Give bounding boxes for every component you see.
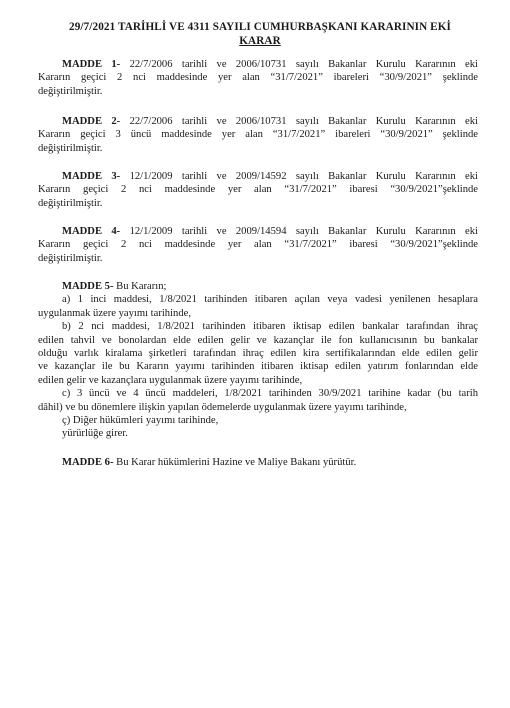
article-5-item-b-line-1: b) 2 nci maddesi, 1/8/2021 tarihinden itibaren iktisap edilen bankalar tarafından ihraç <box>62 321 478 333</box>
article-6-line: MADDE 6- Bu Karar hükümlerini Hazine ve Maliye Bakanı yürütür. <box>62 457 357 468</box>
article-1-line-3: değiştirilmiştir. <box>38 85 103 97</box>
article-2-label: MADDE 2- <box>62 116 121 127</box>
article-5-item-a-line-1: a) 1 inci maddesi, 1/8/2021 tarihinden itibaren açılan veya vadesi yenilenen hesaplara <box>62 294 478 306</box>
article-3 <box>38 170 478 210</box>
article-1-line-1: MADDE 1- 22/7/2006 tarihli ve 2006/10731 sayılı Bakanlar Kurulu Kararının eki <box>62 59 478 70</box>
article-4-line-3: değiştirilmiştir. <box>38 252 103 264</box>
article-6-label: MADDE 6- <box>62 457 114 468</box>
article-1-line-2: Kararın geçici 2 nci maddesinde yer alan “31/7/2021” ibareleri “30/9/2021” şeklinde <box>38 72 478 84</box>
article-5-item-b-line-3: olduğu varlık kiralama şirketleri tarafından ihraç edilen kira sertifikalarından elde edilen gelir <box>38 348 478 360</box>
article-1-label: MADDE 1- <box>62 59 121 70</box>
article-5-item-cc-line-2: yürürlüğe girer. <box>62 428 128 440</box>
article-5-item-cc-line-1: ç) Diğer hükümleri yayımı tarihinde, <box>62 415 219 427</box>
article-5-item-b-line-5: edilen gelir ve kazançlara uygulanmak üzere yayımı tarihinde, <box>38 374 303 386</box>
article-6 <box>38 456 478 469</box>
article-5-intro-line: MADDE 5- Bu Kararın; <box>62 281 167 292</box>
article-2-line-2: Kararın geçici 3 üncü maddesinde yer alan “31/7/2021” ibareleri “30/9/2021” şeklinde <box>38 129 478 141</box>
article-5-item-b-line-4: ve kazançlar ile bu Kararın yayımı tarihinden itibaren iktisap edilen yatırım fonlarından elde <box>38 361 478 373</box>
article-5-item-a-line-2: uygulanmak üzere yayımı tarihinde, <box>38 307 191 319</box>
article-2 <box>38 115 478 155</box>
article-4-line-1: MADDE 4- 12/1/2009 tarihli ve 2009/14594 sayılı Bakanlar Kurulu Kararının eki <box>62 226 478 237</box>
article-4 <box>38 225 478 265</box>
article-5-item-b-line-2: edilen tahvil ve bonolardan elde edilen gelir ve kazançlar ile fon kullanıcısının bu bankalar <box>38 334 478 346</box>
document-subtitle: KARAR <box>239 35 281 47</box>
article-4-line-2: Kararın geçici 2 nci maddesinde yer alan “31/7/2021” ibaresi “30/9/2021”şeklinde <box>38 239 478 251</box>
article-5-item-c-line-1: c) 3 üncü ve 4 üncü maddeleri, 1/8/2021 tarihinden 30/9/2021 tarihine kadar (bu tarih <box>62 388 478 400</box>
article-4-label: MADDE 4- <box>62 226 121 237</box>
article-5 <box>38 280 478 441</box>
article-5-label: MADDE 5- <box>62 281 114 292</box>
article-3-line-3: değiştirilmiştir. <box>38 197 103 209</box>
article-3-label: MADDE 3- <box>62 171 121 182</box>
article-3-line-2: Kararın geçici 2 nci maddesinde yer alan “31/7/2021” ibaresi “30/9/2021”şeklinde <box>38 184 478 196</box>
article-1 <box>38 58 478 98</box>
document-title: 29/7/2021 TARİHLİ VE 4311 SAYILI CUMHURBAŞKANI KARARININ EKİ <box>69 21 451 33</box>
article-5-item-c-line-2: dâhil) ve bu dönemlere ilişkin yapılan ödemelerde uygulanmak üzere yayımı tarihinde, <box>38 401 407 413</box>
article-2-line-1: MADDE 2- 22/7/2006 tarihli ve 2006/10731 sayılı Bakanlar Kurulu Kararının eki <box>62 116 478 127</box>
article-3-line-1: MADDE 3- 12/1/2009 tarihli ve 2009/14592 sayılı Bakanlar Kurulu Kararının eki <box>62 171 478 182</box>
article-2-line-3: değiştirilmiştir. <box>38 142 103 154</box>
